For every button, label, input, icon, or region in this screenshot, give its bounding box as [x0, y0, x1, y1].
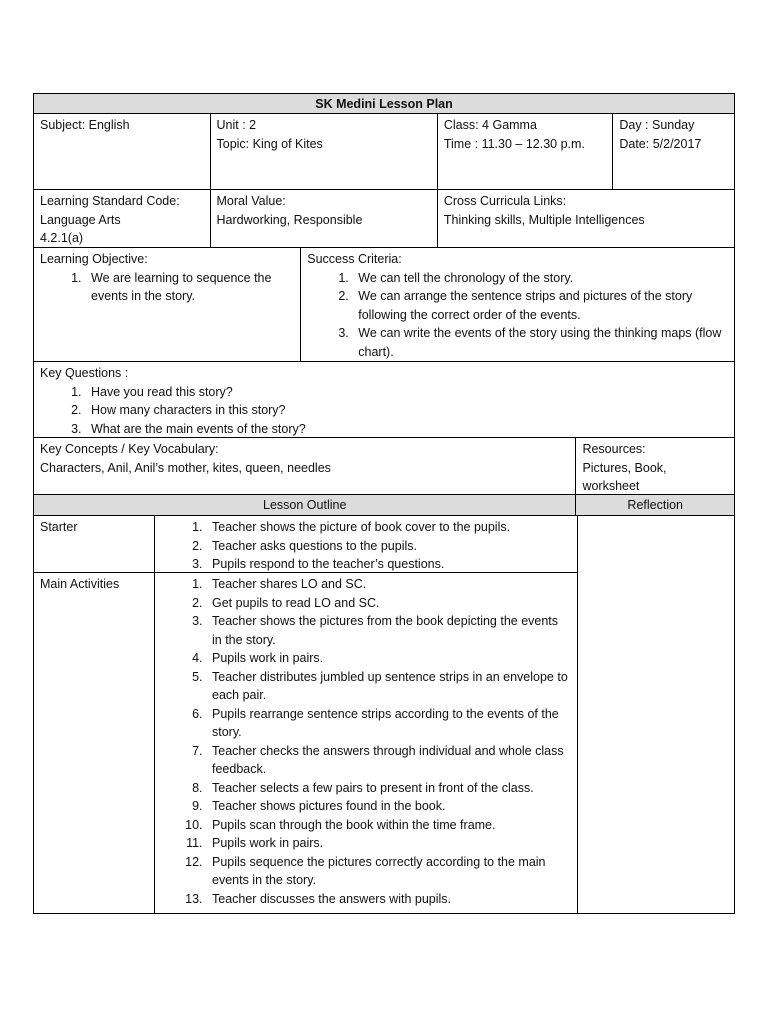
date: Date: 5/2/2017	[619, 136, 702, 151]
main-activities-list	[161, 575, 571, 908]
list-item: 9. Teacher shows pictures found in the book.	[206, 797, 571, 816]
learning-standard-cell	[34, 190, 210, 247]
topic: Topic: King of Kites	[216, 136, 323, 151]
objective-row	[33, 248, 735, 362]
list-item: 5. Teacher distributes jumbled up sentence strips in an envelope to each pair.	[206, 668, 571, 705]
subject: Subject: English	[40, 118, 130, 132]
day: Day : Sunday	[619, 118, 695, 132]
key-concepts-cell	[34, 438, 575, 494]
moral-value-cell	[210, 190, 437, 247]
standards-row	[33, 190, 735, 248]
list-item: 3. What are the main events of the story?	[85, 420, 728, 439]
success-criteria-cell	[300, 248, 734, 361]
list-item: 2. We can arrange the sentence strips and pictures of the story following the correct order of the events.	[352, 287, 728, 324]
learning-standard-label: Learning Standard Code:	[40, 194, 180, 208]
lesson-plan-table	[33, 93, 735, 914]
cross-curricula-cell	[437, 190, 734, 247]
day-date-cell	[612, 114, 734, 189]
learning-standard-line2: 4.2.1(a)	[40, 231, 84, 245]
key-questions-row	[33, 362, 735, 438]
starter-steps-cell	[154, 516, 577, 572]
lesson-outline-header: Lesson Outline	[263, 498, 347, 512]
list-item: 1. We are learning to sequence the events in the story.	[85, 269, 294, 306]
list-item: 2. Teacher asks questions to the pupils.	[206, 537, 571, 556]
unit: Unit : 2	[216, 118, 257, 132]
list-item: 12. Pupils sequence the pictures correctly according to the main events in the story.	[206, 853, 571, 890]
list-item: 4. Pupils work in pairs.	[206, 649, 571, 668]
reflection-header: Reflection	[575, 495, 734, 515]
list-item: 1. Teacher shares LO and SC.	[206, 575, 571, 594]
time: Time : 11.30 – 12.30 p.m.	[443, 136, 585, 151]
vocabulary-row	[33, 438, 735, 495]
list-item: 11. Pupils work in pairs.	[206, 834, 571, 853]
list-item: 1. Teacher shows the picture of book cover to the pupils.	[206, 518, 571, 537]
resources-label: Resources:	[582, 442, 646, 456]
list-item: 8. Teacher selects a few pairs to present in front of the class.	[206, 779, 571, 798]
outline-sections	[34, 516, 577, 913]
list-item: 3. We can write the events of the story using the thinking maps (flow chart).	[352, 324, 728, 361]
learning-objective-label: Learning Objective:	[40, 252, 148, 266]
reflection-cell	[577, 516, 734, 913]
list-item: 13. Teacher discusses the answers with pupils.	[206, 890, 571, 909]
list-item: 3. Pupils respond to the teacher’s questions.	[206, 555, 571, 574]
resources-line1: Pictures, Book,	[582, 460, 667, 475]
resources-cell	[575, 438, 734, 494]
list-item: 10. Pupils scan through the book within the time frame.	[206, 816, 571, 835]
moral-value: Hardworking, Responsible	[216, 212, 363, 227]
list-item: 3. Teacher shows the pictures from the book depicting the events in the story.	[206, 612, 571, 649]
resources-line2: worksheet	[582, 479, 640, 493]
list-item: 7. Teacher checks the answers through individual and whole class feedback.	[206, 742, 571, 779]
outline-header-row	[33, 495, 735, 516]
key-questions-list	[40, 383, 728, 439]
title-row	[33, 93, 735, 114]
main-activities-steps-cell	[154, 573, 577, 913]
success-criteria-label: Success Criteria:	[307, 252, 402, 266]
starter-section	[34, 516, 577, 573]
list-item: 6. Pupils rearrange sentence strips according to the events of the story.	[206, 705, 571, 742]
lesson-plan-title: SK Medini Lesson Plan	[315, 96, 453, 111]
class-time-cell	[437, 114, 613, 189]
key-questions-cell	[34, 362, 734, 437]
main-activities-section	[34, 573, 577, 913]
subject-cell	[34, 114, 210, 189]
moral-value-label: Moral Value:	[216, 194, 286, 208]
main-activities-label: Main Activities	[40, 577, 120, 591]
list-item: 2. Get pupils to read LO and SC.	[206, 594, 571, 613]
unit-topic-cell	[210, 114, 437, 189]
info-row	[33, 114, 735, 190]
outline-body	[33, 516, 735, 914]
list-item: 1. We can tell the chronology of the story.	[352, 269, 728, 288]
cross-curricula-label: Cross Curricula Links:	[443, 194, 567, 208]
list-item: 1. Have you read this story?	[85, 383, 728, 402]
list-item: 2. How many characters in this story?	[85, 401, 728, 420]
key-concepts-value: Characters, Anil, Anil’s mother, kites, queen, needles	[40, 460, 331, 475]
cross-curricula-value: Thinking skills, Multiple Intelligences	[443, 212, 645, 227]
learning-objective-list	[40, 269, 294, 306]
class: Class: 4 Gamma	[443, 118, 537, 132]
learning-standard-line1: Language Arts	[40, 212, 121, 227]
starter-label: Starter	[40, 520, 78, 534]
success-criteria-list	[307, 269, 728, 362]
learning-objective-cell	[34, 248, 300, 361]
starter-list	[161, 518, 571, 574]
key-concepts-label: Key Concepts / Key Vocabulary:	[40, 442, 219, 456]
key-questions-label: Key Questions :	[40, 366, 129, 380]
